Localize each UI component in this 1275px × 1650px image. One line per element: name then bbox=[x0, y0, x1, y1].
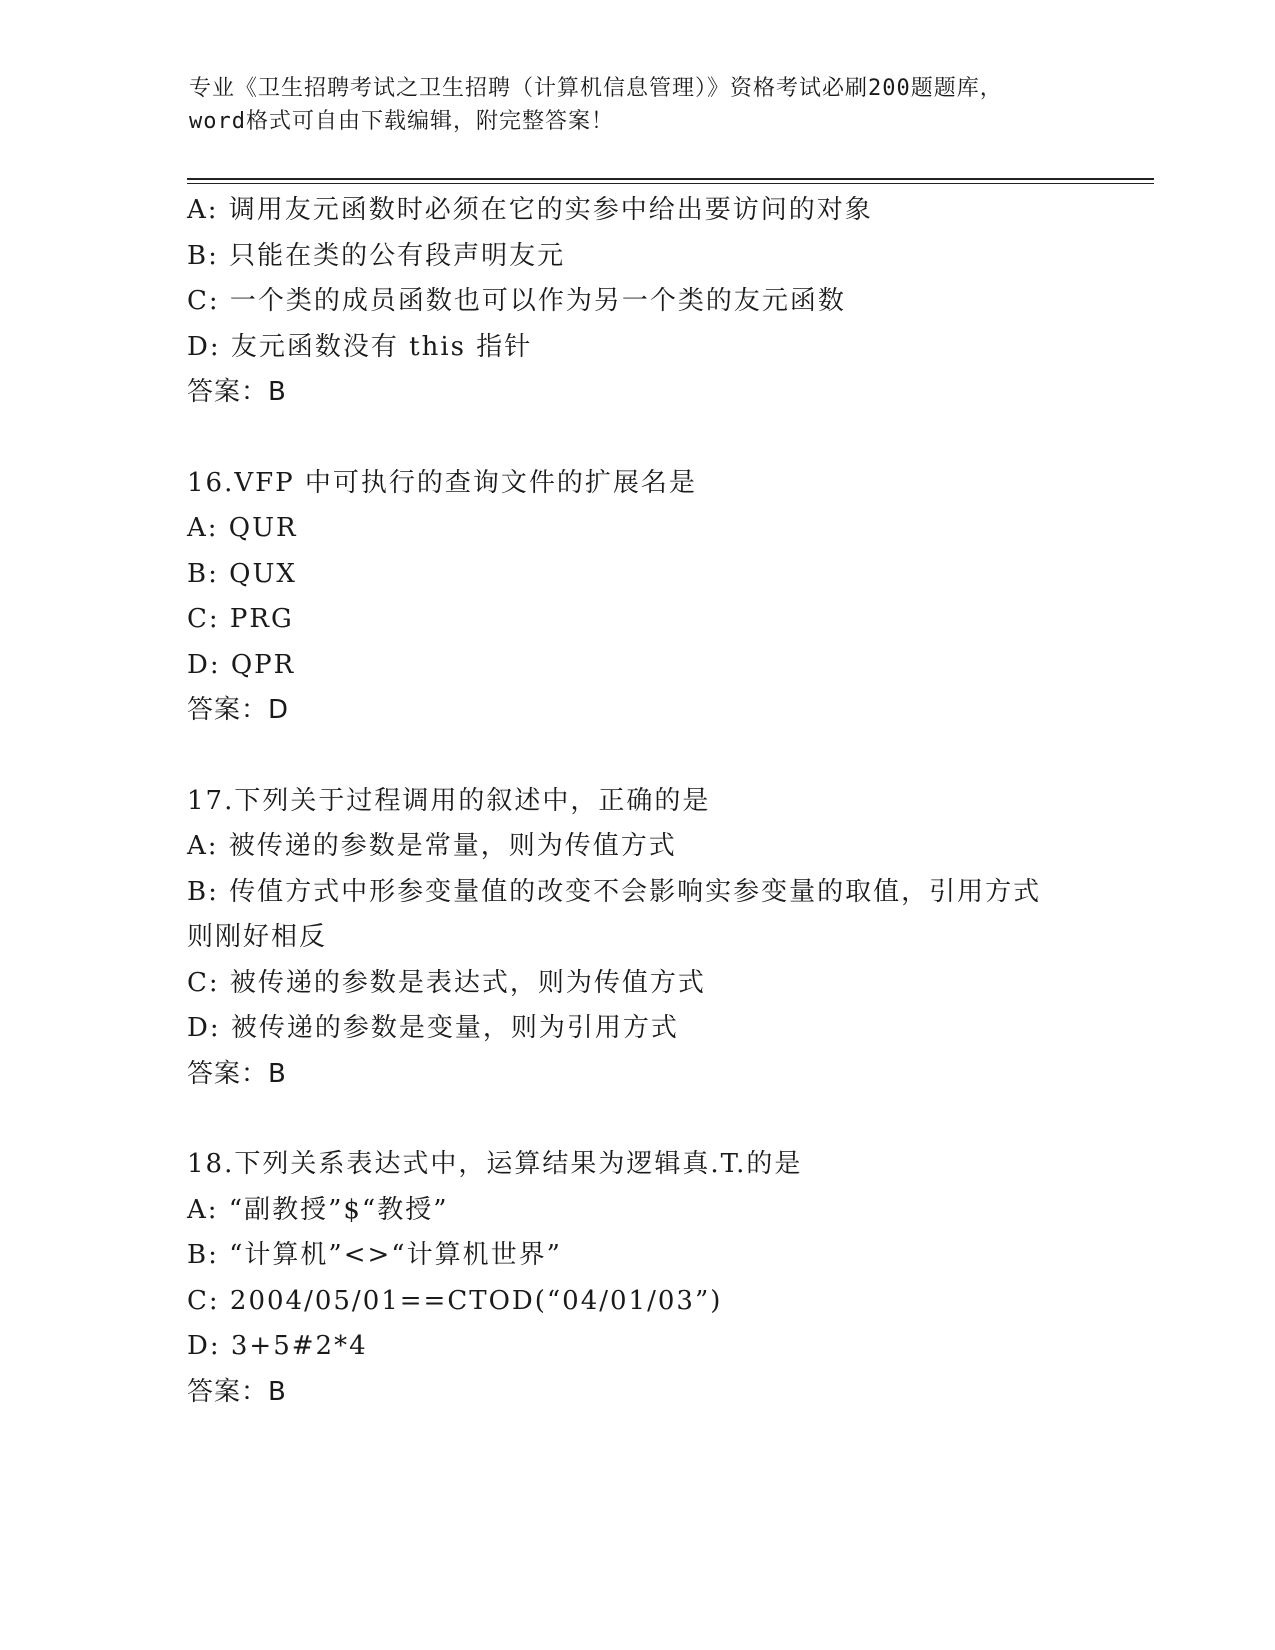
option-a: A: 被传递的参数是常量，则为传值方式 bbox=[187, 831, 677, 861]
option-c: C: 被传递的参数是表达式，则为传值方式 bbox=[187, 967, 706, 998]
question-text: 18.下列关系表达式中，运算结果为逻辑真.T.的是 bbox=[187, 1149, 803, 1179]
header-divider-thin bbox=[187, 183, 1154, 184]
header-line-1: 专业《卫生招聘考试之卫生招聘（计算机信息管理）》资格考试必刷200题题库， bbox=[189, 76, 1003, 101]
option-a: A: QUR bbox=[187, 513, 298, 543]
option-d: D: 友元函数没有 this 指针 bbox=[187, 331, 533, 362]
option-a: A: 调用友元函数时必须在它的实参中给出要访问的对象 bbox=[187, 195, 873, 225]
option-c: C: PRG bbox=[187, 604, 294, 634]
question-text: 17.下列关于过程调用的叙述中，正确的是 bbox=[187, 785, 711, 816]
option-d: D: 3+5#2*4 bbox=[187, 1331, 368, 1361]
header-line-2: word格式可自由下载编辑，附完整答案！ bbox=[189, 109, 614, 134]
option-b: B: QUX bbox=[187, 558, 297, 589]
option-b-line-1: B: 传值方式中形参变量值的改变不会影响实参变量的取值，引用方式 bbox=[187, 876, 1042, 907]
question-17 bbox=[187, 779, 1107, 1098]
document-body bbox=[187, 188, 1107, 1415]
option-b: B: “计算机”<>“计算机世界” bbox=[187, 1240, 562, 1270]
question-16 bbox=[187, 461, 1107, 734]
question-15 bbox=[187, 188, 1107, 416]
answer: 答案：B bbox=[187, 1376, 287, 1407]
option-c: C: 2004/05/01==CTOD(“04/01/03”) bbox=[187, 1285, 723, 1316]
answer: 答案：D bbox=[187, 695, 290, 725]
answer: 答案：B bbox=[187, 377, 287, 407]
option-c: C: 一个类的成员函数也可以作为另一个类的友元函数 bbox=[187, 286, 846, 316]
option-a: A: “副教授”$“教授” bbox=[187, 1194, 449, 1225]
option-b: B: 只能在类的公有段声明友元 bbox=[187, 240, 566, 271]
option-d: D: QPR bbox=[187, 649, 296, 680]
document-header bbox=[189, 72, 1089, 138]
answer: 答案：B bbox=[187, 1058, 287, 1089]
option-b-line-2: 则刚好相反 bbox=[187, 922, 328, 952]
option-d: D: 被传递的参数是变量，则为引用方式 bbox=[187, 1013, 679, 1043]
question-text: 16.VFP 中可执行的查询文件的扩展名是 bbox=[187, 467, 697, 498]
header-divider-thick bbox=[187, 178, 1154, 180]
question-18 bbox=[187, 1142, 1107, 1415]
